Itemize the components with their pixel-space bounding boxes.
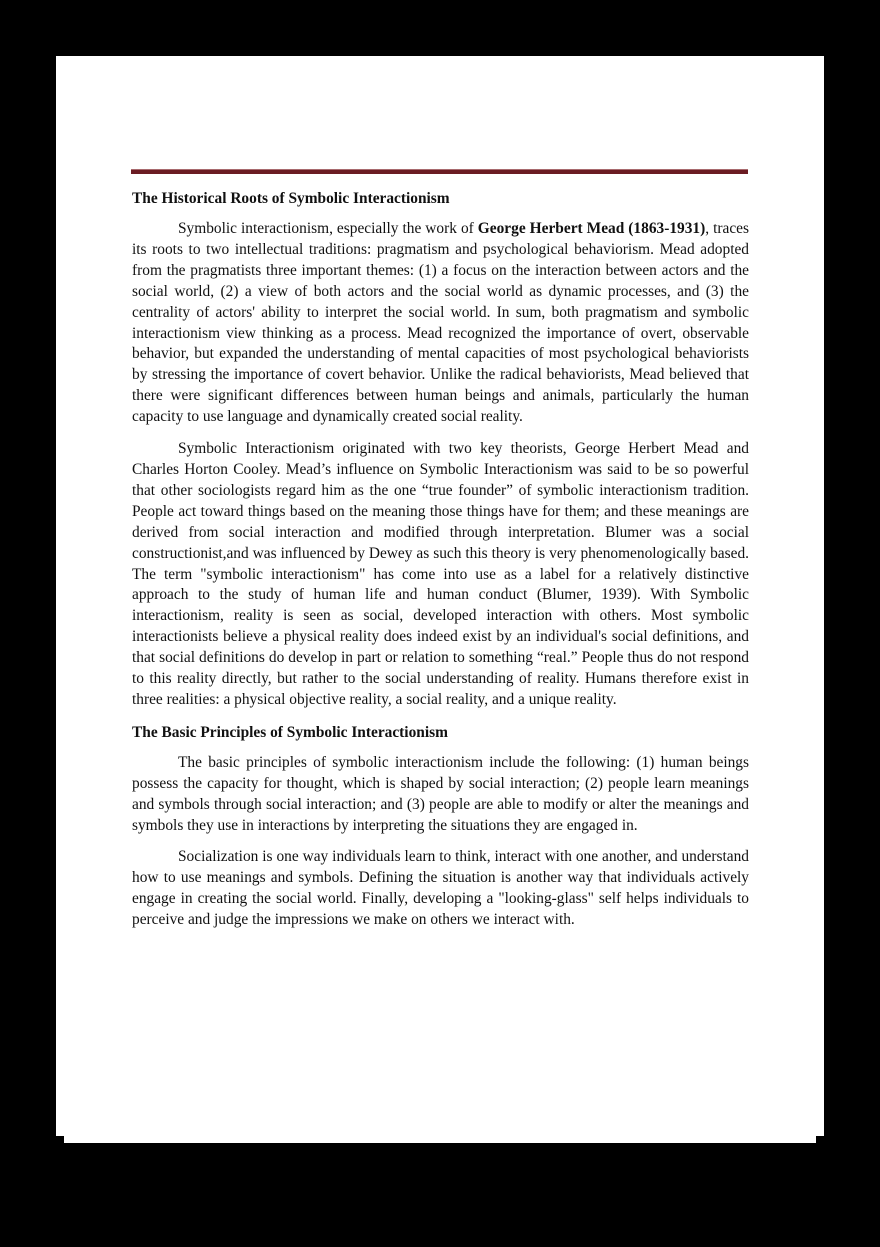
document-page [56, 56, 824, 1136]
paragraph: Symbolic Interactionism originated with two key theorists, George Herbert Mead and Charles Horton Cooley. Mead’s influence on Symbolic Interactionism was said to be so powerful that other sociologists regard him as the one “true founder” of symbolic interactionism tradition. People act toward things based on the meaning those things have for them; and these meanings are derived from social interaction and modified through interpretation. Blumer was a social constructionist,and was influenced by Dewey as such this theory is very phenomenologically based. The term "symbolic interactionism" has come into use as a label for a relatively distinctive approach to the study of human life and human conduct (Blumer, 1939). With Symbolic interactionism, reality is seen as social, developed interaction with others. Most symbolic interactionists believe a physical reality does indeed exist by an individual's social definitions, and that social definitions do develop in part or relation to something “real.” People thus do not respond to this reality directly, but rather to the social understanding of reality. Humans therefore exist in three realities: a physical objective reality, a social reality, and a unique reality. [132, 440, 749, 708]
page-bottom-edge [64, 1136, 816, 1143]
paragraph: Socialization is one way individuals learn to think, interact with one another, and understand how to use meanings and symbols. Defining the situation is another way that individuals actively engage in creating the social world. Finally, developing a "looking-glass" self helps individuals to perceive and judge the impressions we make on others we interact with. [132, 848, 749, 929]
paragraph: The basic principles of symbolic interactionism include the following: (1) human beings possess the capacity for thought, which is shaped by social interaction; (2) people learn meanings and symbols through social interaction; and (3) people are able to modify or alter the meanings and symbols they use in interactions by interpreting the situations they are engaged in. [132, 753, 749, 834]
section-heading-historical-roots: The Historical Roots of Symbolic Interactionism [132, 190, 450, 207]
document-body [132, 188, 749, 942]
bold-name: George Herbert Mead (1863-1931) [477, 220, 706, 237]
paragraph-text: Symbolic interactionism, especially the work of [178, 220, 478, 237]
header-rule [131, 169, 748, 174]
paragraph-text: , traces its roots to two intellectual traditions: pragmatism and psychological behaviorism. Mead adopted from the pragmatists three important themes: (1) a focus on the interaction between actors and the social world, (2) a view of both actors and the social world as dynamic processes, and (3) the centrality of actors' ability to interpret the social world. In sum, both pragmatism and symbolic interactionism view thinking as a process. Mead recognized the importance of overt, observable behavior, but expanded the understanding of mental capacities of most psychological behaviorists by stressing the importance of covert behavior. Unlike the radical behaviorists, Mead believed that there were significant differences between human beings and animals, particularly the human capacity to use language and dynamically created social reality. [132, 220, 749, 426]
paragraph [132, 219, 749, 428]
section-heading-basic-principles: The Basic Principles of Symbolic Interactionism [132, 723, 448, 741]
